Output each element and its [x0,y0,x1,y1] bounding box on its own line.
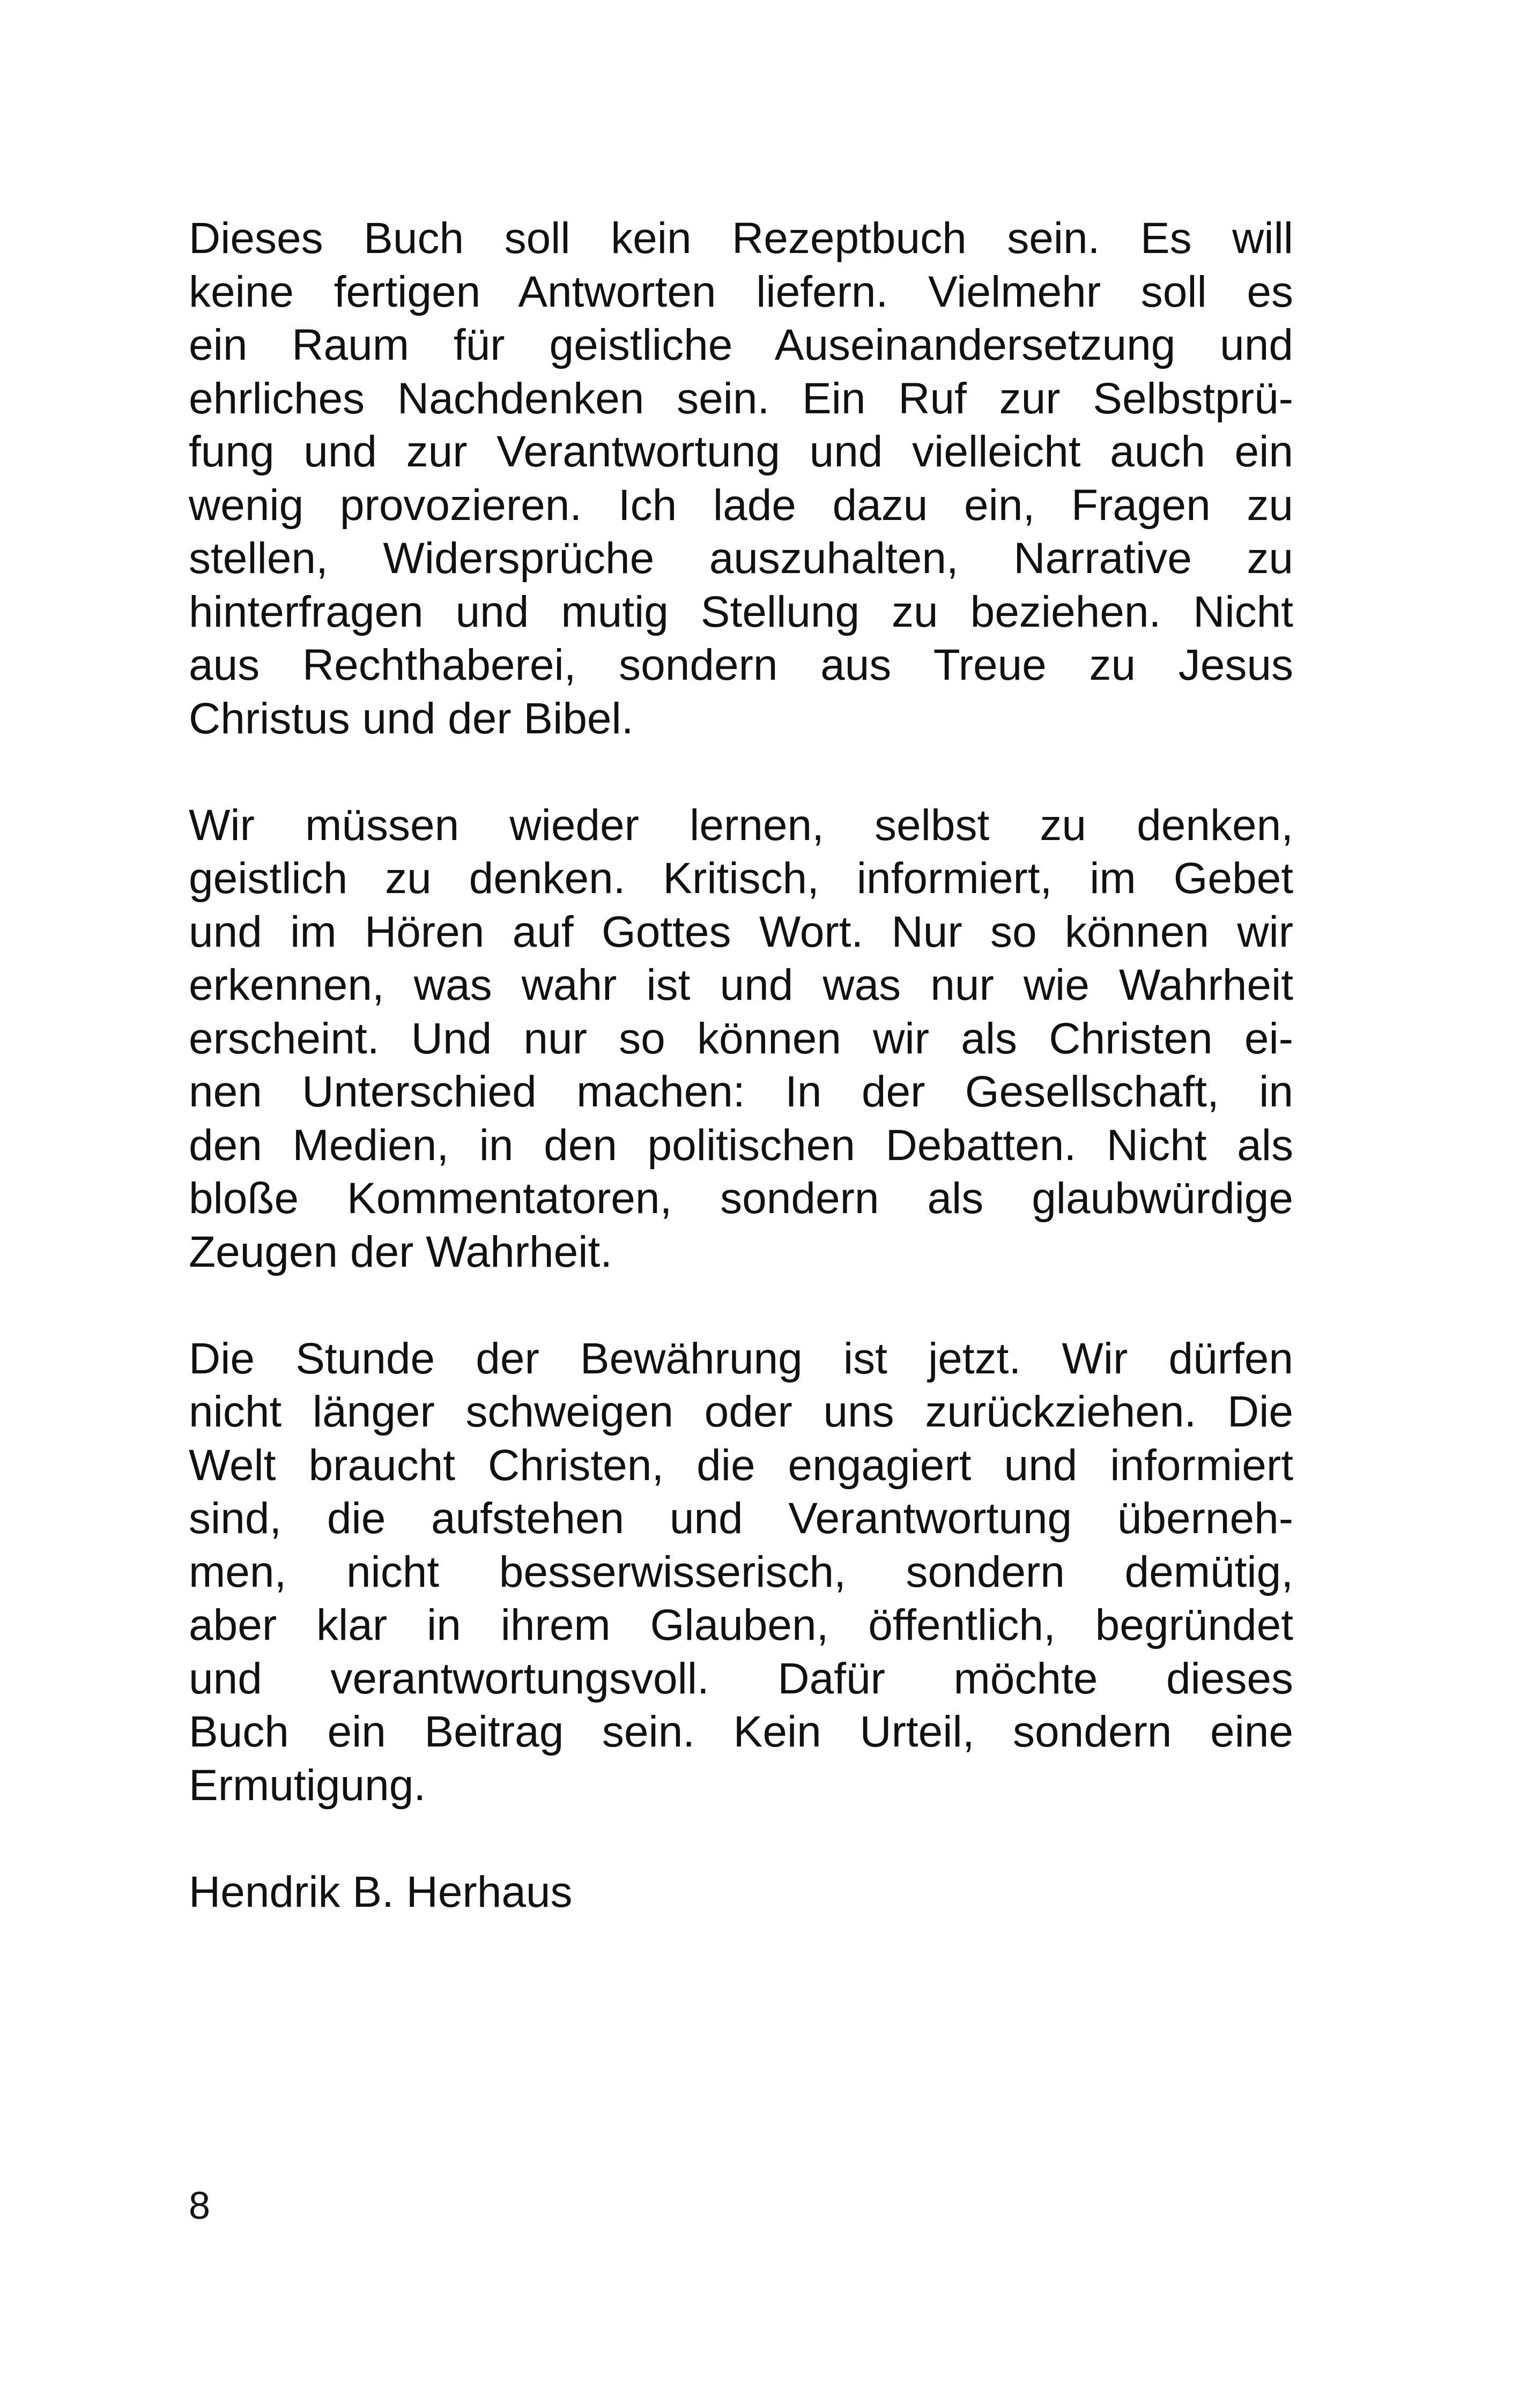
text-line: Buch ein Beitrag sein. Kein Urteil, sondern eine [189,1707,1293,1756]
text-line: Ermutigung. [189,1760,426,1810]
paragraph-2 [189,799,1293,1279]
paragraph-gap [189,745,1293,799]
text-line: fung und zur Verantwortung und vielleicht auch ein [189,427,1293,476]
text-line: aber klar in ihrem Glauben, öffentlich, begründet [189,1601,1293,1649]
text-line: und im Hören auf Gottes Wort. Nur so können wir [189,907,1293,956]
text-line: wenig provozieren. Ich lade dazu ein, Fragen zu [189,480,1293,530]
text-line: ein Raum für geistliche Auseinandersetzung und [189,321,1293,369]
text-line: men, nicht besserwisserisch, sondern demütig, [189,1547,1293,1596]
text-line: nicht länger schweigen oder uns zurückziehen. Die [189,1387,1293,1436]
paragraph-3 [189,1332,1293,1812]
text-line: Welt braucht Christen, die engagiert und informiert [189,1440,1293,1490]
text-line: geistlich zu denken. Kritisch, informiert, im Gebet [189,854,1293,903]
text-line: und verantwortungsvoll. Dafür möchte dieses [189,1654,1293,1703]
author-signature: Hendrik B. Herhaus [189,1867,573,1916]
paragraph-1 [189,212,1293,745]
text-line: nen Unterschied machen: In der Gesellschaft, in [189,1067,1293,1116]
text-line: Die Stunde der Bewährung ist jetzt. Wir dürfen [189,1334,1293,1383]
page-number: 8 [189,2184,211,2227]
text-line: erscheint. Und nur so können wir als Christen ei- [189,1014,1293,1063]
text-line: sind, die aufstehen und Verantwortung überneh- [189,1494,1293,1543]
text-line: Christus und der Bibel. [189,694,634,743]
text-line: erkennen, was wahr ist und was nur wie Wahrheit [189,961,1293,1009]
paragraph-gap [189,1279,1293,1332]
text-line: bloße Kommentatoren, sondern als glaubwürdige [189,1174,1293,1223]
text-line: Zeugen der Wahrheit. [189,1227,613,1276]
text-line: Wir müssen wieder lernen, selbst zu denken, [189,800,1293,850]
text-line: keine fertigen Antworten liefern. Vielmehr soll es [189,267,1293,316]
text-line: Dieses Buch soll kein Rezeptbuch sein. Es will [189,214,1293,263]
text-line: stellen, Widersprüche auszuhalten, Narrative zu [189,534,1293,583]
body-text [189,212,1293,1919]
text-line: aus Rechthaberei, sondern aus Treue zu Jesus [189,641,1293,689]
paragraph-gap [189,1812,1293,1866]
text-line: ehrliches Nachdenken sein. Ein Ruf zur Selbstprü- [189,374,1293,423]
text-line: hinterfragen und mutig Stellung zu beziehen. Nicht [189,587,1293,636]
text-line: den Medien, in den politischen Debatten. Nicht als [189,1120,1293,1170]
